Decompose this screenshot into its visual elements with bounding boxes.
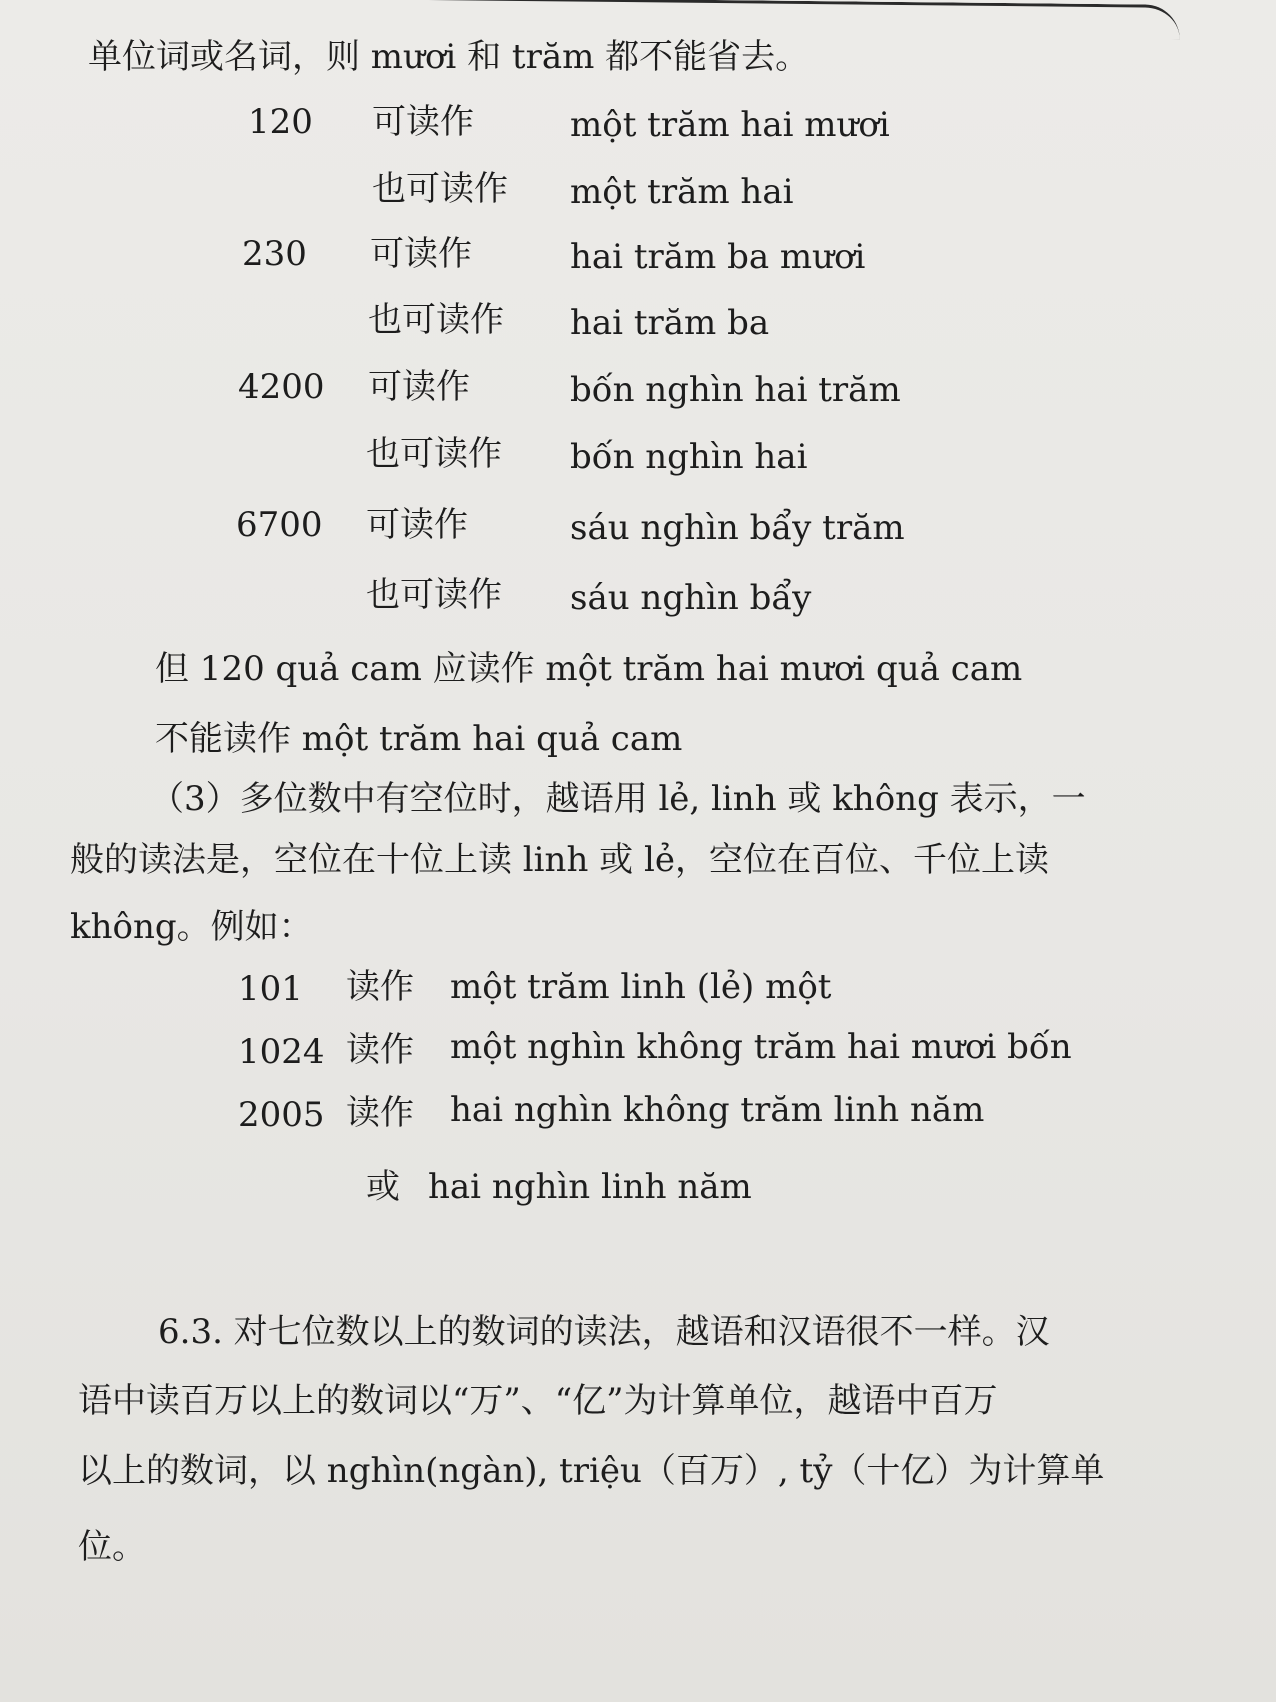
example-label: 可读作: [368, 367, 470, 407]
example-reading: bốn nghìn hai trăm: [570, 370, 901, 410]
paragraph-3-line: （3）多位数中有空位时，越语用 lẻ, linh 或 không 表示，一: [150, 779, 1086, 819]
example-reading: một trăm hai: [570, 172, 794, 212]
intro-line: 单位词或名词，则 mươi 和 trăm 都不能省去。: [88, 37, 810, 77]
example-reading: sáu nghìn bẩy trăm: [570, 508, 905, 548]
paragraph-3-line: 般的读法是，空位在十位上读 linh 或 lẻ，空位在百位、千位上读: [70, 840, 1049, 880]
example-reading: hai nghìn không trăm linh năm: [450, 1090, 985, 1130]
example-reading: hai trăm ba mươi: [570, 237, 866, 277]
example-reading: một nghìn không trăm hai mươi bốn: [450, 1027, 1072, 1067]
example-number: 230: [242, 234, 307, 274]
example-number: 120: [248, 102, 313, 142]
example-label: 可读作: [370, 234, 472, 274]
example-label: 读作: [346, 1093, 414, 1133]
example-reading: hai trăm ba: [570, 303, 770, 343]
note-cannot: 不能读作 một trăm hai quả cam: [155, 719, 683, 759]
paragraph-3-line: không。例如：: [70, 907, 313, 947]
paragraph-6-3-line: 语中读百万以上的数词以“万”、“亿”为计算单位，越语中百万: [78, 1381, 998, 1421]
example-label: 也可读作: [366, 434, 502, 474]
example-number: 6700: [236, 505, 323, 545]
example-reading: bốn nghìn hai: [570, 437, 808, 477]
example-label: 读作: [346, 967, 414, 1007]
example-label: 可读作: [372, 102, 474, 142]
example-number: 101: [238, 969, 303, 1009]
example-reading: sáu nghìn bẩy: [570, 578, 812, 618]
paragraph-6-3-line: 位。: [78, 1527, 146, 1567]
example-number: 2005: [238, 1095, 325, 1135]
note-but: 但 120 quả cam 应读作 một trăm hai mươi quả cam: [155, 649, 1023, 689]
example-reading: một trăm linh (lẻ) một: [450, 967, 832, 1007]
paragraph-6-3-line: 6.3. 对七位数以上的数词的读法，越语和汉语很不一样。汉: [158, 1312, 1050, 1352]
example-label: 读作: [346, 1030, 414, 1070]
page-top-edge: [250, 0, 1180, 40]
or-label: 或: [366, 1167, 400, 1207]
example-label: 可读作: [366, 505, 468, 545]
example-label: 也可读作: [368, 300, 504, 340]
or-reading: hai nghìn linh năm: [428, 1167, 752, 1207]
example-number: 4200: [238, 367, 325, 407]
paragraph-6-3-line: 以上的数词，以 nghìn(ngàn), triệu（百万）, tỷ（十亿）为计算单: [78, 1451, 1105, 1491]
example-label: 也可读作: [366, 575, 502, 615]
example-reading: một trăm hai mươi: [570, 105, 890, 145]
example-number: 1024: [238, 1032, 325, 1072]
example-label: 也可读作: [372, 169, 508, 209]
